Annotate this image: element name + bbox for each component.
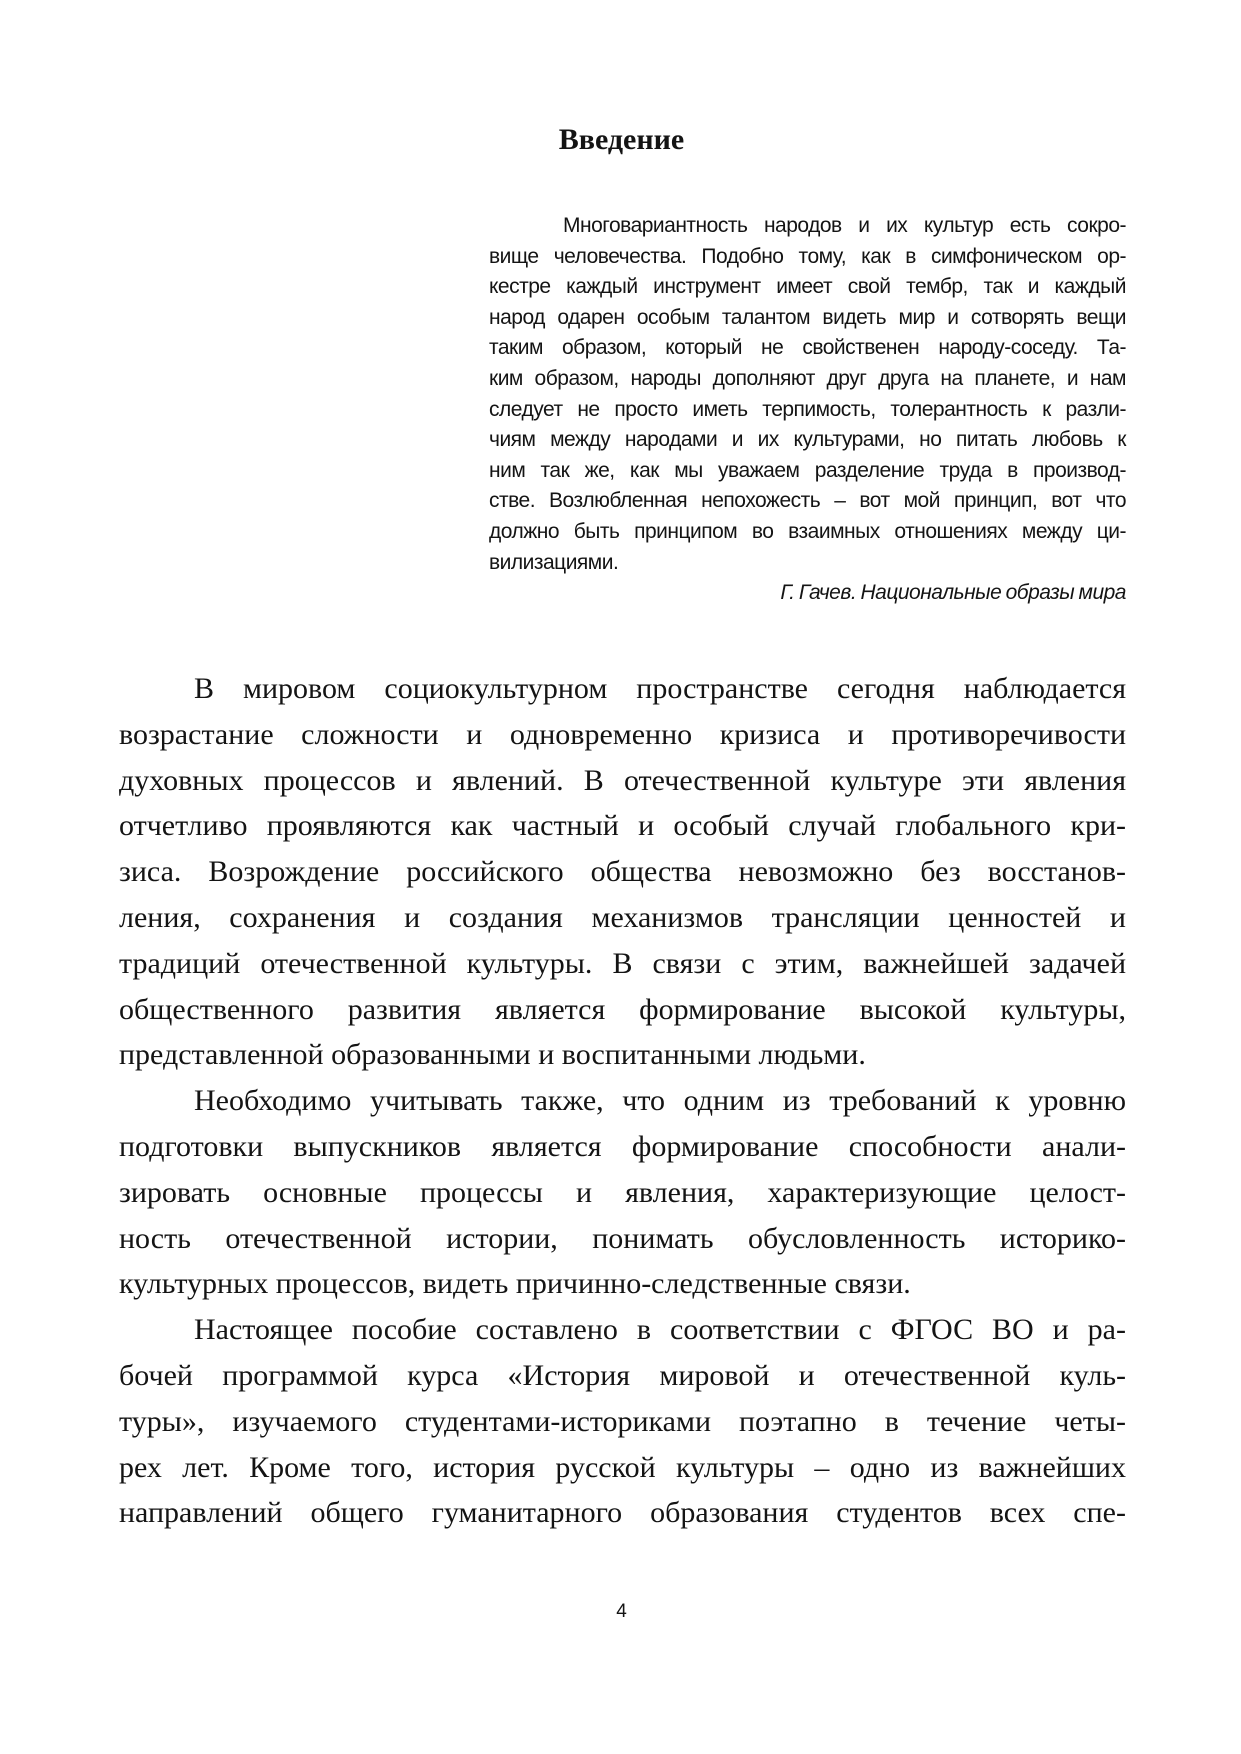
body-line: ления, сохранения и создания механизмов трансляции ценностей и bbox=[119, 900, 1126, 934]
page-number: 4 bbox=[616, 1601, 627, 1622]
body-line: Необходимо учитывать также, что одним из требований к уровню bbox=[194, 1084, 1126, 1118]
epigraph-line: таким образом, который не свойственен народу-соседу. Та- bbox=[489, 336, 1126, 360]
body-line: отчетливо проявляются как частный и особый случай глобального кри- bbox=[119, 809, 1126, 843]
body-line: возрастание сложности и одновременно кризиса и противоречивости bbox=[119, 717, 1126, 751]
paragraph-1 bbox=[119, 666, 1126, 1078]
body-line: зировать основные процессы и явления, характеризующие целост- bbox=[119, 1175, 1126, 1209]
body-line: зиса. Возрождение российского общества невозможно без восстанов- bbox=[119, 855, 1126, 889]
epigraph-line: чиям между народами и их культурами, но питать любовь к bbox=[489, 428, 1126, 452]
body-line: представленной образованными и воспитанными людьми. bbox=[119, 1038, 866, 1072]
epigraph-line: вище человечества. Подобно тому, как в симфоническом ор- bbox=[489, 244, 1126, 268]
body-line: В мировом социокультурном пространстве сегодня наблюдается bbox=[194, 672, 1126, 705]
epigraph-line: кестре каждый инструмент имеет свой тембр, так и каждый bbox=[489, 275, 1126, 299]
epigraph-author: Г. Гачев. Национальные образы мира bbox=[780, 581, 1126, 605]
body-line: духовных процессов и явлений. В отечественной культуре эти явления bbox=[119, 763, 1126, 797]
body-line: общественного развития является формирование высокой культуры, bbox=[119, 992, 1126, 1026]
epigraph-line: народ одарен особым талантом видеть мир и сотворять вещи bbox=[489, 305, 1126, 329]
epigraph-line: вилизациями. bbox=[489, 550, 619, 574]
epigraph-line: следует не просто иметь терпимость, толерантность к разли- bbox=[489, 397, 1126, 421]
body-line: туры», изучаемого студентами-историками поэтапно в течение четы- bbox=[119, 1404, 1126, 1438]
paragraph-3 bbox=[119, 1307, 1126, 1536]
paragraph-2 bbox=[119, 1078, 1126, 1307]
body-line: Настоящее пособие составлено в соответствии с ФГОС ВО и ра- bbox=[194, 1313, 1126, 1347]
body-line: культурных процессов, видеть причинно-следственные связи. bbox=[119, 1267, 911, 1301]
epigraph-line: стве. Возлюбленная непохожесть – вот мой принцип, вот что bbox=[489, 489, 1126, 513]
body-line: подготовки выпускников является формирование способности анали- bbox=[119, 1129, 1126, 1163]
epigraph-line: ким образом, народы дополняют друг друга на планете, и нам bbox=[489, 366, 1126, 390]
body-line: ность отечественной истории, понимать обусловленность историко- bbox=[119, 1221, 1126, 1255]
body-line: бочей программой курса «История мировой и отечественной куль- bbox=[119, 1358, 1126, 1392]
body-text bbox=[119, 666, 1126, 1536]
body-line: традиций отечественной культуры. В связи с этим, важнейшей задачей bbox=[119, 946, 1126, 980]
epigraph-line: ним так же, как мы уважаем разделение труда в производ- bbox=[489, 458, 1126, 482]
body-line: рех лет. Кроме того, история русской культуры – одно из важнейших bbox=[119, 1450, 1126, 1484]
body-line: направлений общего гуманитарного образования студентов всех спе- bbox=[119, 1496, 1126, 1530]
epigraph-line: Многовариантность народов и их культур есть сокро- bbox=[563, 214, 1126, 237]
epigraph bbox=[489, 211, 1126, 609]
page-title: Введение bbox=[558, 123, 685, 156]
epigraph-line: должно быть принципом во взаимных отношениях между ци- bbox=[489, 519, 1126, 543]
